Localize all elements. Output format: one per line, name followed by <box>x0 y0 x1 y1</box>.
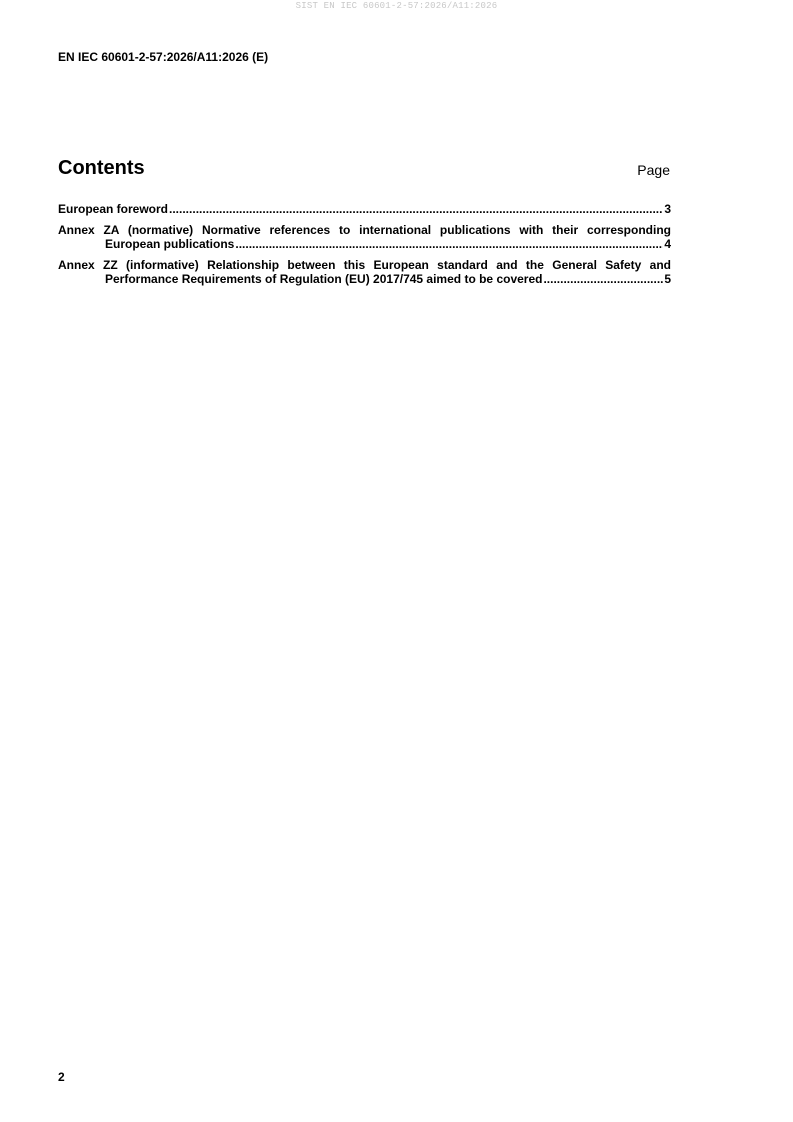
toc-dot-leader <box>235 237 663 251</box>
toc-page-number: 5 <box>664 272 671 286</box>
toc-entry-european-foreword[interactable] <box>58 202 671 216</box>
watermark: SIST EN IEC 60601-2-57:2026/A11:2026 <box>295 1 498 11</box>
toc-entry-title-continued: Performance Requirements of Regulation (EU) 2017/745 aimed to be covered <box>105 272 543 286</box>
toc-page-number: 3 <box>664 202 671 216</box>
toc-page-number: 4 <box>664 237 671 251</box>
contents-title: Contents <box>58 157 145 179</box>
table-of-contents <box>58 202 671 293</box>
toc-dot-leader <box>169 202 663 216</box>
toc-entry-annex-zz[interactable] <box>58 258 671 286</box>
page-number: 2 <box>58 1070 65 1084</box>
document-identifier: EN IEC 60601-2-57:2026/A11:2026 (E) <box>58 50 269 64</box>
toc-entry-title: European foreword <box>58 202 169 216</box>
toc-dot-leader <box>543 272 663 286</box>
page-column-label: Page <box>637 162 670 178</box>
toc-entry-title-continued: European publications <box>105 237 235 251</box>
toc-entry-title: Annex ZZ (informative) Relationship between this European standard and the General Safety and <box>58 258 671 272</box>
toc-entry-title: Annex ZA (normative) Normative references to international publications with their corresponding <box>58 223 671 237</box>
toc-entry-annex-za[interactable] <box>58 223 671 251</box>
